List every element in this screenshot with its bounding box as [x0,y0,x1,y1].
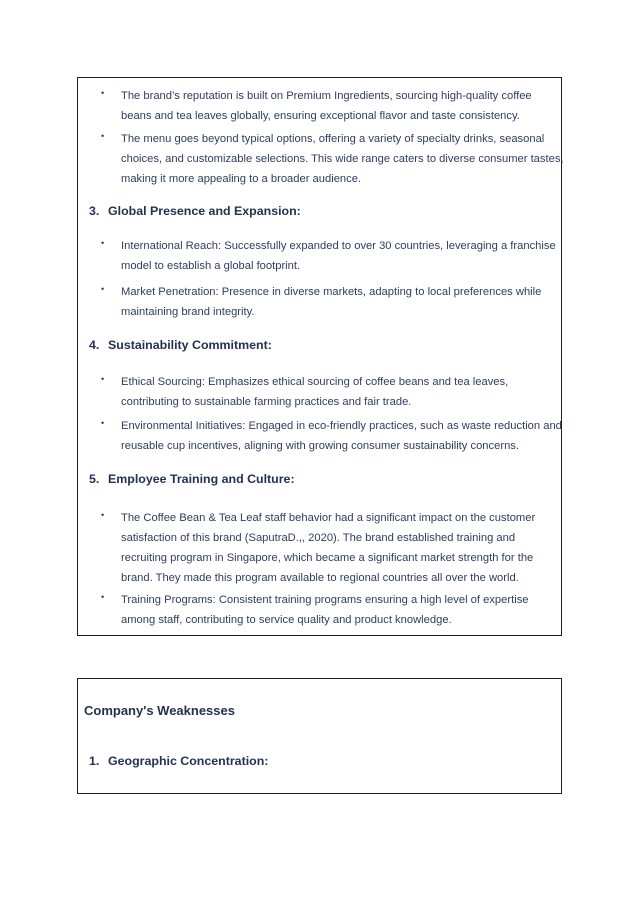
bullet-marker: • [101,131,105,141]
bullet-text: Market Penetration: Presence in diverse markets, adapting to local preferences while maintaining brand integrity. [121,286,542,318]
bullet-marker: • [101,592,105,602]
section-heading: 1. Geographic Concentration: [89,754,269,768]
bullet-marker: • [101,238,105,248]
weaknesses-title: Company's Weaknesses [84,703,235,718]
section-heading: 4. Sustainability Commitment: [89,338,272,352]
bullet-text: Ethical Sourcing: Emphasizes ethical sourcing of coffee beans and tea leaves, contributing to sustainable farming practices and fair trade. [121,376,509,408]
bullet-text: Training Programs: Consistent training programs ensuring a high level of expertise among staff, contributing to service quality and product knowledge. [121,594,529,626]
bullet-text: International Reach: Successfully expanded to over 30 countries, leveraging a franchise model to establish a global footprint. [121,240,556,272]
weaknesses-box [77,678,562,794]
bullet-text: The brand’s reputation is built on Premium Ingredients, sourcing high-quality coffee beans and tea leaves globally, ensuring exceptional flavor and taste consistency. [121,90,532,122]
bullet-marker: • [101,374,105,384]
bullet-marker: • [101,510,105,520]
bullet-marker: • [101,418,105,428]
bullet-marker: • [101,284,105,294]
bullet-text: The menu goes beyond typical options, offering a variety of specialty drinks, seasonal choices, and customizable selections. This wide range caters to diverse consumer tastes, making it more appealing to a broader audience. [121,133,564,185]
section-heading: 3. Global Presence and Expansion: [89,204,301,218]
bullet-text: Environmental Initiatives: Engaged in eco-friendly practices, such as waste reduction and reusable cup incentives, aligning with growing consumer sustainability concerns. [121,420,562,452]
bullet-text: The Coffee Bean & Tea Leaf staff behavior had a significant impact on the customer satisfaction of this brand (SaputraD.,, 2020). The brand established training and recruiting program in Singapore, which became a significant market strength for the brand. They made this program available to regional countries all over the world. [121,512,536,584]
bullet-marker: • [101,88,105,98]
section-heading: 5. Employee Training and Culture: [89,472,295,486]
